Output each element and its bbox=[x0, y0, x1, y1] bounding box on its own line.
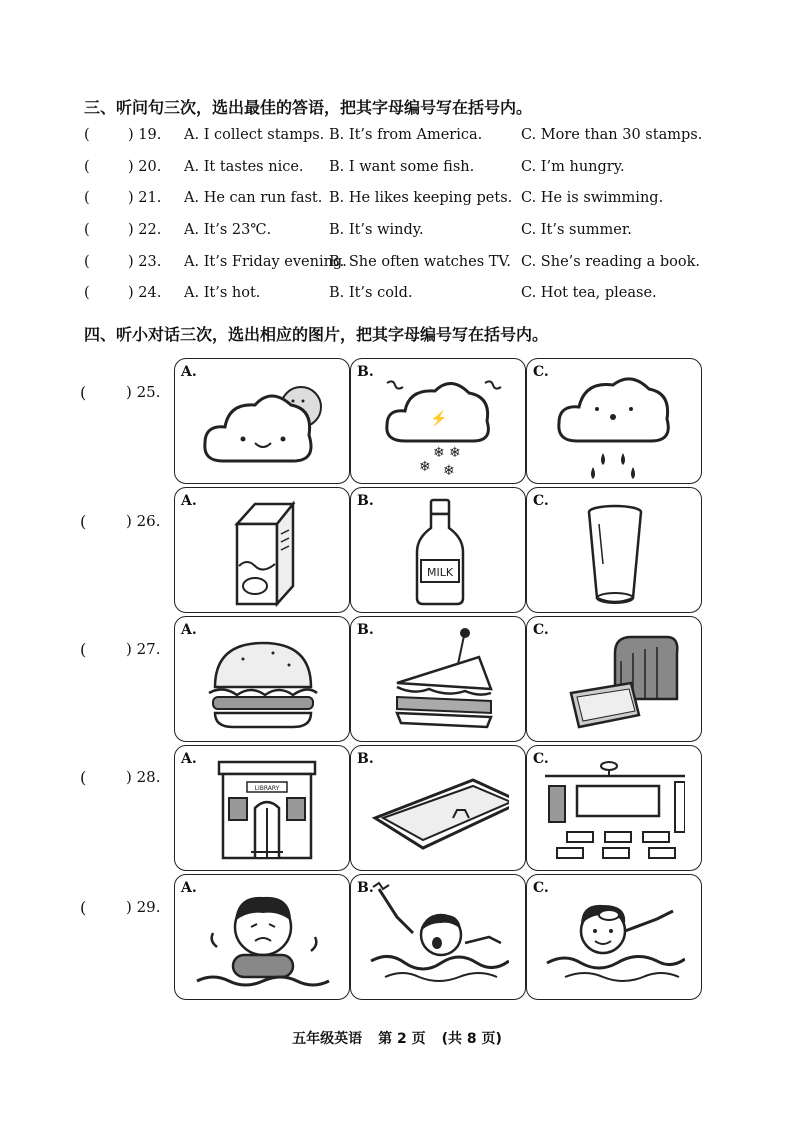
answer-paren[interactable]: ( bbox=[84, 127, 90, 143]
bottle-label: MILK bbox=[426, 566, 454, 579]
option-b: B. It’s cold. bbox=[329, 285, 413, 301]
option-c: C. I’m hungry. bbox=[521, 159, 625, 175]
library-sign: LIBRARY bbox=[254, 785, 280, 792]
svg-text:❄: ❄ bbox=[419, 459, 431, 475]
option-b: B. I want some fish. bbox=[329, 159, 475, 175]
option-a-picture[interactable] bbox=[174, 745, 350, 871]
option-a-picture[interactable] bbox=[174, 616, 350, 742]
option-c-picture[interactable] bbox=[526, 745, 702, 871]
option-a-picture[interactable] bbox=[174, 874, 350, 1000]
option-c-picture[interactable] bbox=[526, 487, 702, 613]
library-building-icon bbox=[193, 752, 333, 866]
option-b-picture[interactable] bbox=[350, 616, 526, 742]
option-c: C. Hot tea, please. bbox=[521, 285, 657, 301]
question-number: ) 26. bbox=[126, 512, 161, 530]
svg-text:⚡: ⚡ bbox=[430, 411, 448, 427]
hamburger-icon bbox=[193, 623, 333, 737]
crying-boy-in-water-icon bbox=[193, 881, 333, 995]
footer-subject: 五年级英语 bbox=[292, 1031, 363, 1047]
milk-bottle-icon bbox=[369, 494, 509, 608]
option-a: A. I collect stamps. bbox=[184, 127, 325, 143]
option-letter: B. bbox=[357, 364, 374, 380]
option-a-picture[interactable] bbox=[174, 487, 350, 613]
option-b: B. It’s from America. bbox=[329, 127, 483, 143]
question-22 bbox=[84, 222, 724, 246]
option-b: B. He likes keeping pets. bbox=[329, 190, 513, 206]
question-23 bbox=[84, 254, 724, 278]
question-number: ) 22. bbox=[128, 222, 162, 238]
option-b-picture[interactable] bbox=[350, 358, 526, 484]
option-letter: C. bbox=[533, 751, 549, 767]
answer-paren[interactable]: ( bbox=[84, 254, 90, 270]
option-b: B. She often watches TV. bbox=[329, 254, 511, 270]
option-c: C. It’s summer. bbox=[521, 222, 632, 238]
option-letter: B. bbox=[357, 751, 374, 767]
question-number: ) 21. bbox=[128, 190, 162, 206]
classroom-icon bbox=[545, 752, 685, 866]
question-20 bbox=[84, 159, 724, 183]
option-a-picture[interactable] bbox=[174, 358, 350, 484]
question-number: ) 24. bbox=[128, 285, 162, 301]
option-letter: B. bbox=[357, 622, 374, 638]
question-number: ) 29. bbox=[126, 898, 161, 916]
page-footer bbox=[0, 1028, 794, 1048]
answer-paren[interactable]: ( bbox=[80, 383, 87, 402]
question-number: ) 27. bbox=[126, 640, 161, 658]
question-number: ) 28. bbox=[126, 768, 161, 786]
option-c-picture[interactable] bbox=[526, 874, 702, 1000]
option-letter: C. bbox=[533, 880, 549, 896]
svg-text:❄: ❄ bbox=[443, 463, 455, 479]
option-b-picture[interactable] bbox=[350, 874, 526, 1000]
svg-text:❄: ❄ bbox=[449, 445, 461, 461]
question-number: ) 20. bbox=[128, 159, 162, 175]
boy-drowning-waving-icon bbox=[369, 881, 509, 995]
answer-paren[interactable]: ( bbox=[80, 640, 87, 659]
option-c: C. More than 30 stamps. bbox=[521, 127, 703, 143]
option-b-picture[interactable] bbox=[350, 745, 526, 871]
option-c-picture[interactable] bbox=[526, 358, 702, 484]
option-letter: B. bbox=[357, 880, 374, 896]
empty-glass-icon bbox=[545, 494, 685, 608]
sandwich-icon bbox=[369, 623, 509, 737]
section-4-title: 四、听小对话三次，选出相应的图片，把其字母编号写在括号内。 bbox=[84, 325, 549, 344]
option-a: A. It’s 23℃. bbox=[184, 222, 272, 238]
smiling-cloud-with-sun-icon bbox=[193, 365, 333, 479]
option-c-picture[interactable] bbox=[526, 616, 702, 742]
option-letter: A. bbox=[181, 364, 197, 380]
footer-total-pages: (共 8 页) bbox=[441, 1031, 502, 1047]
answer-paren[interactable]: ( bbox=[80, 512, 87, 531]
answer-paren[interactable]: ( bbox=[84, 159, 90, 175]
option-a: A. It’s hot. bbox=[184, 285, 261, 301]
svg-text:❄: ❄ bbox=[433, 445, 445, 461]
option-letter: A. bbox=[181, 622, 197, 638]
option-b-picture[interactable] bbox=[350, 487, 526, 613]
option-letter: A. bbox=[181, 751, 197, 767]
option-letter: A. bbox=[181, 880, 197, 896]
answer-paren[interactable]: ( bbox=[84, 222, 90, 238]
section-3-title: 三、听问句三次，选出最佳的答语，把其字母编号写在括号内。 bbox=[84, 98, 533, 117]
cloud-with-raindrops-icon bbox=[545, 365, 685, 479]
option-letter: C. bbox=[533, 493, 549, 509]
option-a: A. He can run fast. bbox=[184, 190, 323, 206]
answer-paren[interactable]: ( bbox=[84, 285, 90, 301]
option-letter: A. bbox=[181, 493, 197, 509]
cloud-with-snowflakes-icon bbox=[369, 365, 509, 479]
bread-loaf-icon bbox=[545, 623, 685, 737]
option-letter: C. bbox=[533, 364, 549, 380]
question-24 bbox=[84, 285, 724, 309]
answer-paren[interactable]: ( bbox=[80, 898, 87, 917]
question-number: ) 23. bbox=[128, 254, 162, 270]
question-19 bbox=[84, 127, 724, 151]
question-21 bbox=[84, 190, 724, 214]
option-letter: B. bbox=[357, 493, 374, 509]
option-a: A. It’s Friday evening. bbox=[184, 254, 347, 270]
boy-swimming-icon bbox=[545, 881, 685, 995]
question-number: ) 19. bbox=[128, 127, 162, 143]
option-a: A. It tastes nice. bbox=[184, 159, 304, 175]
swimming-pool-icon bbox=[369, 752, 509, 866]
milk-carton-icon bbox=[193, 494, 333, 608]
question-number: ) 25. bbox=[126, 383, 161, 401]
option-b: B. It’s windy. bbox=[329, 222, 424, 238]
option-c: C. He is swimming. bbox=[521, 190, 664, 206]
footer-page-number: 第 2 页 bbox=[378, 1031, 426, 1047]
answer-paren[interactable]: ( bbox=[80, 768, 87, 787]
option-letter: C. bbox=[533, 622, 549, 638]
option-c: C. She’s reading a book. bbox=[521, 254, 701, 270]
answer-paren[interactable]: ( bbox=[84, 190, 90, 206]
